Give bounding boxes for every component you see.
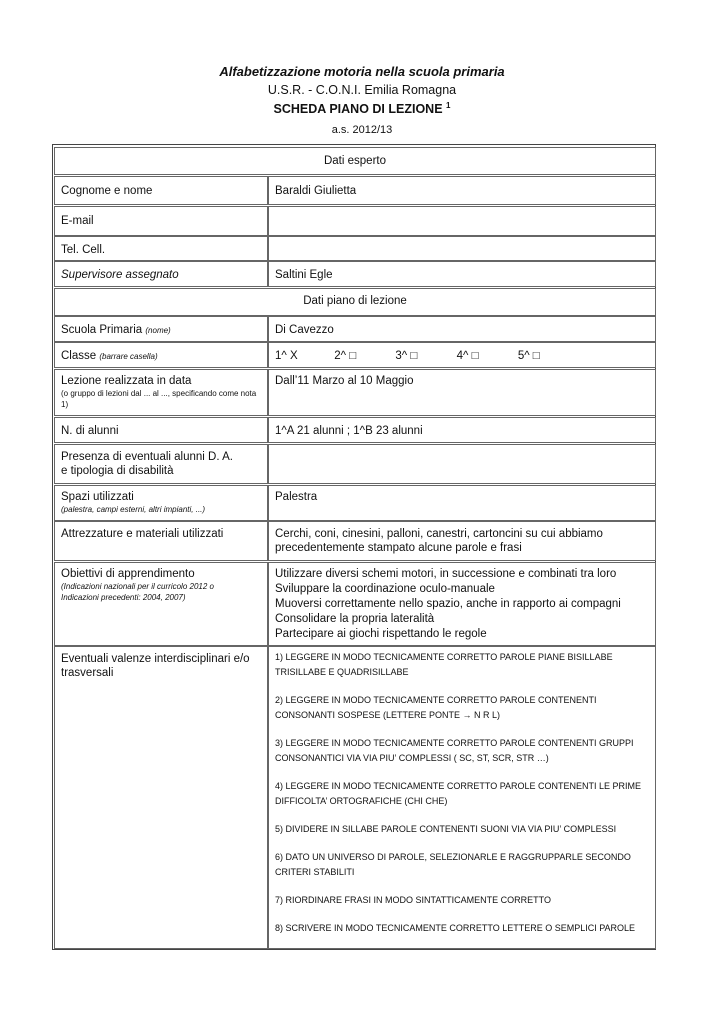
field-valenze[interactable] — [268, 646, 656, 949]
classe-option-3[interactable]: 3^ □ — [395, 350, 418, 362]
attrezzature-line-1: Cerchi, coni, cinesini, palloni, canestri, cartoncini su cui abbiamo — [275, 528, 603, 540]
label-cognome: Cognome e nome — [54, 176, 268, 205]
valenza-line: 5) DIVIDERE IN SILLABE PAROLE CONTENENTI SUONI VIA VIA PIU’ COMPLESSI — [275, 824, 617, 834]
label-valenze-1: Eventuali valenze interdisciplinari e/o — [61, 653, 250, 665]
classe-option-4[interactable]: 4^ □ — [456, 350, 479, 362]
label-obiettivi-note-1: (Indicazioni nazionali per il curricolo 2012 o — [61, 582, 214, 591]
label-attrezzature: Attrezzature e materiali utilizzati — [54, 521, 268, 561]
valenza-line: CONSONANTI SOSPESE (LETTERE PONTE → N R L) — [275, 710, 501, 720]
field-classe[interactable] — [268, 342, 656, 368]
valenza-line: 2) LEGGERE IN MODO TECNICAMENTE CORRETTO PAROLE CONTENENTI — [275, 695, 597, 705]
school-year: a.s. 2012/13 — [331, 124, 393, 136]
label-valenze-2: trasversali — [61, 667, 114, 679]
field-disabilita[interactable] — [268, 444, 656, 484]
field-obiettivi[interactable] — [268, 562, 656, 646]
valenza-item — [275, 693, 649, 723]
classe-option-5[interactable]: 5^ □ — [517, 350, 540, 362]
label-valenze — [54, 646, 268, 949]
valenza-line: 3) LEGGERE IN MODO TECNICAMENTE CORRETTO PAROLE CONTENENTI GRUPPI — [275, 738, 634, 748]
document-title: Alfabetizzazione motoria nella scuola primaria — [219, 64, 505, 79]
field-email[interactable] — [268, 206, 656, 236]
label-supervisore: Supervisore assegnato — [54, 261, 268, 287]
label-classe-note: (barrare casella) — [99, 352, 158, 361]
classe-option-2[interactable]: 2^ □ — [334, 350, 357, 362]
label-email: E-mail — [54, 206, 268, 236]
label-spazi-text: Spazi utilizzati — [61, 491, 134, 503]
label-data — [54, 369, 268, 416]
label-disabilita-2: e tipologia di disabilità — [61, 465, 174, 477]
field-cognome[interactable]: Baraldi Giulietta — [268, 176, 656, 205]
field-alunni[interactable]: 1^A 21 alunni ; 1^B 23 alunni — [268, 417, 656, 443]
obiettivo-item: Consolidare la propria lateralità — [275, 613, 435, 625]
valenza-line: 8) SCRIVERE IN MODO TECNICAMENTE CORRETTO LETTERE O SEMPLICI PAROLE — [275, 923, 636, 933]
valenza-line: 1) LEGGERE IN MODO TECNICAMENTE CORRETTO PAROLE PIANE BISILLABE — [275, 652, 613, 662]
field-spazi[interactable]: Palestra — [268, 485, 656, 521]
label-scuola-note: (nome) — [145, 326, 171, 335]
valenza-line: 7) RIORDINARE FRASI IN MODO SINTATTICAMENTE CORRETTO — [275, 895, 552, 905]
valenza-line: CRITERI STABILITI — [275, 867, 355, 877]
field-supervisore[interactable]: Saltini Egle — [268, 261, 656, 287]
obiettivo-item: Muoversi correttamente nello spazio, anche in rapporto ai compagni — [275, 598, 621, 610]
label-spazi-note: (palestra, campi esterni, altri impianti, ...) — [61, 505, 206, 514]
label-tel: Tel. Cell. — [54, 236, 268, 261]
organization: U.S.R. - C.O.N.I. Emilia Romagna — [267, 83, 457, 97]
field-scuola[interactable]: Di Cavezzo — [268, 316, 656, 342]
label-classe — [54, 342, 268, 368]
form-title — [0, 101, 724, 116]
obiettivo-item: Partecipare ai giochi rispettando le regole — [275, 628, 487, 640]
valenza-item — [275, 850, 649, 880]
attrezzature-line-2: precedentemente stampato alcune parole e frasi — [275, 542, 522, 554]
label-obiettivi-text: Obiettivi di apprendimento — [61, 568, 195, 580]
label-scuola — [54, 316, 268, 342]
obiettivo-item: Sviluppare la coordinazione oculo-manuale — [275, 583, 495, 595]
label-scuola-text: Scuola Primaria — [61, 324, 143, 336]
valenza-item — [275, 779, 649, 809]
label-data-text: Lezione realizzata in data — [61, 375, 192, 387]
label-data-note: (o gruppo di lezioni dal ... al ..., specificando come nota 1) — [61, 389, 257, 409]
field-tel[interactable] — [268, 236, 656, 261]
valenza-item — [275, 736, 649, 766]
valenza-line: 6) DATO UN UNIVERSO DI PAROLE, SELEZIONARLE E RAGGRUPPARLE SECONDO — [275, 852, 631, 862]
valenza-line: TRISILLABE E QUADRISILLABE — [275, 667, 409, 677]
section-dati-lezione: Dati piano di lezione — [54, 288, 656, 316]
label-alunni: N. di alunni — [54, 417, 268, 443]
valenza-line: 4) LEGGERE IN MODO TECNICAMENTE CORRETTO PAROLE CONTENENTI LE PRIME — [275, 781, 642, 791]
footnote-ref: 1 — [446, 101, 451, 110]
valenza-line: CONSONANTICI VIA VIA PIU’ COMPLESSI ( SC, ST, SCR, STR …) — [275, 753, 549, 763]
label-disabilita-1: Presenza di eventuali alunni D. A. — [61, 451, 233, 463]
label-disabilita — [54, 444, 268, 484]
valenza-line: DIFFICOLTA’ ORTOGRAFICHE (CHI CHE) — [275, 796, 448, 806]
field-attrezzature[interactable] — [268, 521, 656, 561]
label-classe-text: Classe — [61, 350, 97, 362]
form-title-text: SCHEDA PIANO DI LEZIONE — [273, 102, 443, 117]
valenza-item — [275, 893, 649, 908]
obiettivo-item: Utilizzare diversi schemi motori, in successione e combinati tra loro — [275, 568, 617, 580]
label-spazi — [54, 485, 268, 521]
section-dati-esperto: Dati esperto — [54, 147, 656, 175]
classe-option-1[interactable]: 1^ X — [275, 350, 298, 362]
label-obiettivi — [54, 562, 268, 646]
label-obiettivi-note-2: Indicazioni precedenti: 2004, 2007) — [61, 593, 186, 602]
valenza-item — [275, 650, 649, 680]
valenza-item — [275, 822, 649, 837]
valenza-item — [275, 921, 649, 936]
field-data[interactable]: Dall’11 Marzo al 10 Maggio — [268, 369, 656, 416]
